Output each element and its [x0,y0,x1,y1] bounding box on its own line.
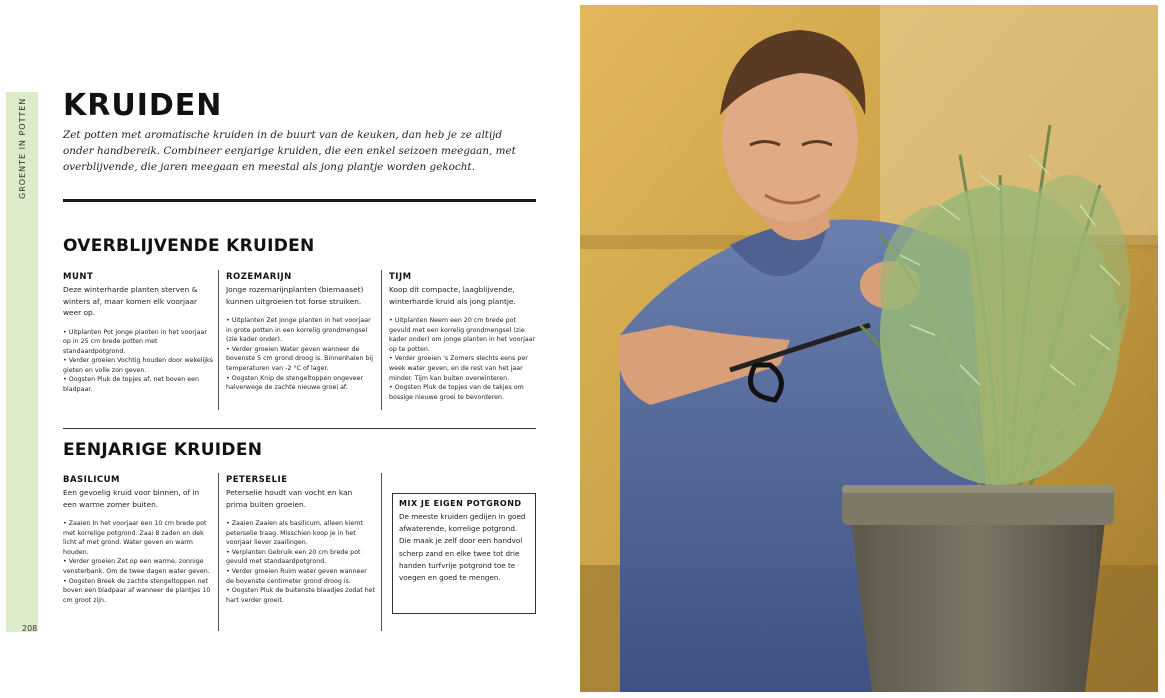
herb-intro: Jonge rozemarijnplanten (biemaaset) kunnen uitgroeien tot forse struiken. [226,285,364,306]
page-title: KRUIDEN [63,88,223,123]
instruction-line: • Oogsten Knip de stengeltoppen ongeveer halverwege de zachte nieuwe groei af. [226,374,364,392]
herb-intro: Deze winterharde planten sterven & winters af, maar komen elk voorjaar weer op. [63,285,198,317]
herb-name: PETERSELIE [226,475,288,485]
herb-instructions [226,519,376,605]
herb-column-munt [63,272,213,395]
instruction-line: • Oogsten Breek de zachte stengeltoppen net boven een bladpaar af wanneer de plantjes 10 cm groot zijn. [63,577,211,604]
section-title-perennial: OVERBLIJVENDE KRUIDEN [63,236,315,256]
herb-name: TIJM [389,272,412,282]
herb-instructions [63,328,213,395]
herb-intro: Koop dit compacte, laagblijvende, winterharde kruid als jong plantje. [389,285,516,306]
instruction-line: • Oogsten Pluk de topjes af, net boven een bladpaar. [63,376,200,394]
instruction-line: • Uitplanten Pot jonge planten in het voorjaar op in 25 cm brede potten met standaardpotgrond. [63,328,207,355]
instruction-line: • Verder groeien Ruim water geven wanneer de bovenste centimeter grond droog is. [226,567,367,585]
column-divider [381,473,382,631]
instruction-line: • Verder groeien Zet op een warme, zonnige vensterbank. Om de twee dagen water geven. [63,558,210,575]
herb-column-basilicum [63,475,213,605]
instruction-line: • Zaaien Zaaien als basilicum, alleen kiemt peterselie traag. Misschien koop je in het voorjaar liever zaailingen. [226,520,363,547]
herb-instructions [389,316,537,402]
instruction-line: • Zaaien In het voorjaar een 10 cm brede pot met korrelige potgrond. Zaai 8 zaden en dek licht af met grond. Water geven en warm houden. [63,520,207,556]
instruction-line: • Verder groeien 's Zomers slechts eens per week water geven, en de rest van het jaar minder. Tijm kan buiten overwinteren. [389,355,528,382]
left-page [0,0,580,698]
pot-rim-highlight [842,485,1114,493]
instruction-line: • Uitplanten Zet jonge planten in het voorjaar in grote potten in een korrelig grondmengsel (zie kader onder). [226,317,371,344]
herb-name: ROZEMARIJN [226,272,292,282]
herb-column-tijm [389,272,537,402]
column-divider [381,270,382,410]
instruction-line: • Verplanten Gebruik een 20 cm brede pot gevuld met standaardpotgrond. [226,548,361,566]
instruction-line: • Oogsten Pluk de topjes van de takjes om bossige nieuwe groei te bevorderen. [389,384,524,401]
photo-illustration [580,5,1158,692]
section-divider [63,428,536,429]
herb-instructions [226,316,376,393]
title-divider [63,199,536,202]
box-text: De meeste kruiden gedijen in goed afwaterende, korrelige potgrond. Die maak je zelf door een handvol scherp zand en elke twee tot drie handen turfvrije potgrond toe te voegen en goed te mengen. [399,512,526,583]
herb-intro: Peterselie houdt van vocht en kan prima buiten groeien. [226,488,353,509]
potting-mix-box [392,493,536,614]
page-number: 208 [22,624,38,633]
instruction-line: • Verder groeien Water geven wanneer de bovenste 5 cm grond droog is. Binnenhalen bij temperaturen van -2 °C of lager. [226,345,374,372]
herb-name: BASILICUM [63,475,121,485]
herb-column-rozemarijn [226,272,376,393]
instruction-line: • Verder groeien Vochtig houden door wekelijks gieten en volle zon geven. [63,357,213,374]
intro-text: Zet potten met aromatische kruiden in de buurt van de keuken, dan heb je ze altijd onder handbereik. Combineer eenjarige kruiden, die een enkel seizoen meegaan, met overblijvende, die jaren meegaan en meestal als jong plantje worden gekocht. [63,129,516,173]
instruction-line: • Uitplanten Neem een 20 cm brede pot gevuld met een korrelig grondmengsel (zie kader onder) om jonge planten in het voorjaar op te potten. [389,317,536,353]
herb-column-peterselie [226,475,376,605]
chapter-tab-label: GROENTE IN POTTEN [18,98,27,200]
instruction-line: • Oogsten Pluk de buitenste blaadjes zodat het hart verder groeit. [226,587,376,604]
herb-intro: Een gevoelig kruid voor binnen, of in een warme zomer buiten. [63,488,200,509]
herb-name: MUNT [63,272,94,282]
photo-man-pruning-rosemary [580,5,1158,692]
column-divider [218,270,219,410]
herb-instructions [63,519,213,605]
box-title: MIX JE EIGEN POTGROND [399,499,522,508]
column-divider [218,473,219,631]
section-title-annual: EENJARIGE KRUIDEN [63,440,263,460]
